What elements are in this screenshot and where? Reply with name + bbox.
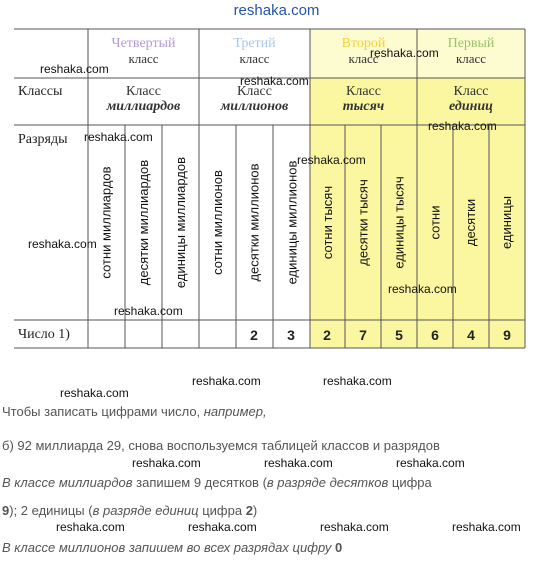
text-span: ) — [252, 503, 258, 518]
watermark: reshaka.com — [428, 119, 497, 133]
class-block-word: Класс — [237, 84, 272, 99]
text-line-2 — [2, 438, 440, 453]
text-span: запишем 9 десятков ( — [132, 475, 267, 490]
class-word: класс — [128, 51, 159, 66]
digit-cell: 4 — [467, 327, 475, 343]
text-span: ); 2 единицы ( — [9, 503, 93, 518]
watermark: reshaka.com — [297, 153, 366, 167]
text-span-bold: 9 — [2, 503, 10, 518]
rank-cell — [125, 125, 162, 320]
text-span: цифра — [388, 475, 432, 490]
text-span-italic: В классе миллиардов — [2, 475, 133, 490]
class-ordinal: Второй — [341, 36, 386, 51]
rank-label: единицы миллионов — [284, 160, 299, 285]
watermark: reshaka.com — [56, 520, 125, 534]
class-block-word: Класс — [453, 84, 489, 99]
text-span-italic: В классе миллионов запишем во всех разрядах цифру — [2, 540, 335, 555]
digit-cell: 7 — [359, 327, 367, 343]
text-span: Чтобы записать цифрами число, — [2, 404, 204, 419]
digit-cell: 5 — [395, 327, 403, 343]
number-label: Число 1) — [18, 327, 70, 342]
class-block-name: миллиардов — [106, 99, 181, 114]
class-block-3 — [199, 84, 310, 114]
watermark: reshaka.com — [84, 130, 153, 144]
watermark: reshaka.com — [114, 304, 183, 318]
rank-label: десятки миллионов — [247, 163, 262, 282]
class-block-2 — [310, 84, 417, 114]
digit-cell: 2 — [323, 327, 331, 343]
rank-label: единицы — [499, 195, 515, 250]
digit-cell: 2 — [250, 327, 258, 343]
watermark: reshaka.com — [452, 520, 521, 534]
text-span-bold: 2 — [245, 503, 253, 518]
class-header-3 — [199, 36, 310, 66]
watermark: reshaka.com — [370, 46, 439, 60]
class-block-word: Класс — [126, 84, 161, 99]
ranks-label: Разряды — [18, 132, 68, 147]
class-word: класс — [455, 51, 487, 66]
watermark: reshaka.com — [320, 520, 389, 534]
class-block-1 — [417, 84, 525, 114]
class-block-name: единиц — [449, 99, 493, 114]
classes-label: Классы — [18, 84, 63, 99]
class-ordinal: Четвертый — [111, 36, 176, 51]
text-line-3 — [2, 475, 432, 490]
site-title[interactable]: reshaka.com — [233, 2, 320, 19]
watermark: reshaka.com — [192, 374, 261, 388]
rank-cell — [453, 125, 489, 320]
class-ordinal: Первый — [447, 36, 495, 51]
rank-label: десятки тысяч — [355, 179, 371, 266]
watermark: reshaka.com — [132, 456, 201, 470]
digit-cell: 9 — [503, 327, 511, 343]
watermark: reshaka.com — [264, 456, 333, 470]
text-span-italic: в разряде десятков — [266, 475, 389, 490]
rank-cell — [199, 125, 236, 320]
class-ordinal: Третий — [233, 36, 276, 51]
rank-label: единицы тысяч — [391, 176, 407, 269]
class-block-word: Класс — [346, 84, 381, 99]
digit-cell: 3 — [287, 327, 295, 343]
text-line-4 — [2, 503, 257, 518]
rank-label: сотни — [427, 205, 443, 240]
text-span: цифра — [198, 503, 246, 518]
watermark: reshaka.com — [28, 237, 97, 251]
watermark: reshaka.com — [188, 520, 257, 534]
class-block-name: миллионов — [220, 99, 289, 114]
watermark: reshaka.com — [323, 374, 392, 388]
rank-label: сотни тысяч — [320, 185, 335, 260]
class-block-4 — [88, 84, 199, 114]
rank-label: сотни миллионов — [210, 170, 225, 275]
text-span-bold: 0 — [334, 540, 343, 555]
rank-label: единицы миллиардов — [173, 156, 188, 289]
rank-label: сотни миллиардов — [99, 166, 114, 279]
class-block-name: тысяч — [342, 99, 385, 114]
rank-cell — [162, 125, 199, 320]
watermark: reshaka.com — [388, 282, 457, 296]
class-word: класс — [239, 51, 270, 66]
watermark: reshaka.com — [396, 456, 465, 470]
text-line-1 — [2, 404, 267, 419]
watermark: reshaka.com — [60, 386, 129, 400]
class-word: класс — [348, 51, 379, 66]
rank-cell — [88, 125, 125, 320]
rank-cell — [236, 125, 273, 320]
text-span-italic: например, — [203, 404, 267, 419]
text-line-5 — [2, 540, 342, 555]
rank-label: десятки — [463, 198, 479, 247]
text-span-italic: в разряде единиц — [92, 503, 199, 518]
text-span: б) 92 миллиарда 29, снова воспользуемся таблицей классов и разрядов — [2, 438, 440, 453]
rank-cell — [489, 125, 525, 320]
watermark: reshaka.com — [40, 62, 109, 76]
rank-label: десятки миллиардов — [136, 159, 152, 286]
digit-cell: 6 — [431, 327, 439, 343]
watermark: reshaka.com — [240, 74, 309, 88]
